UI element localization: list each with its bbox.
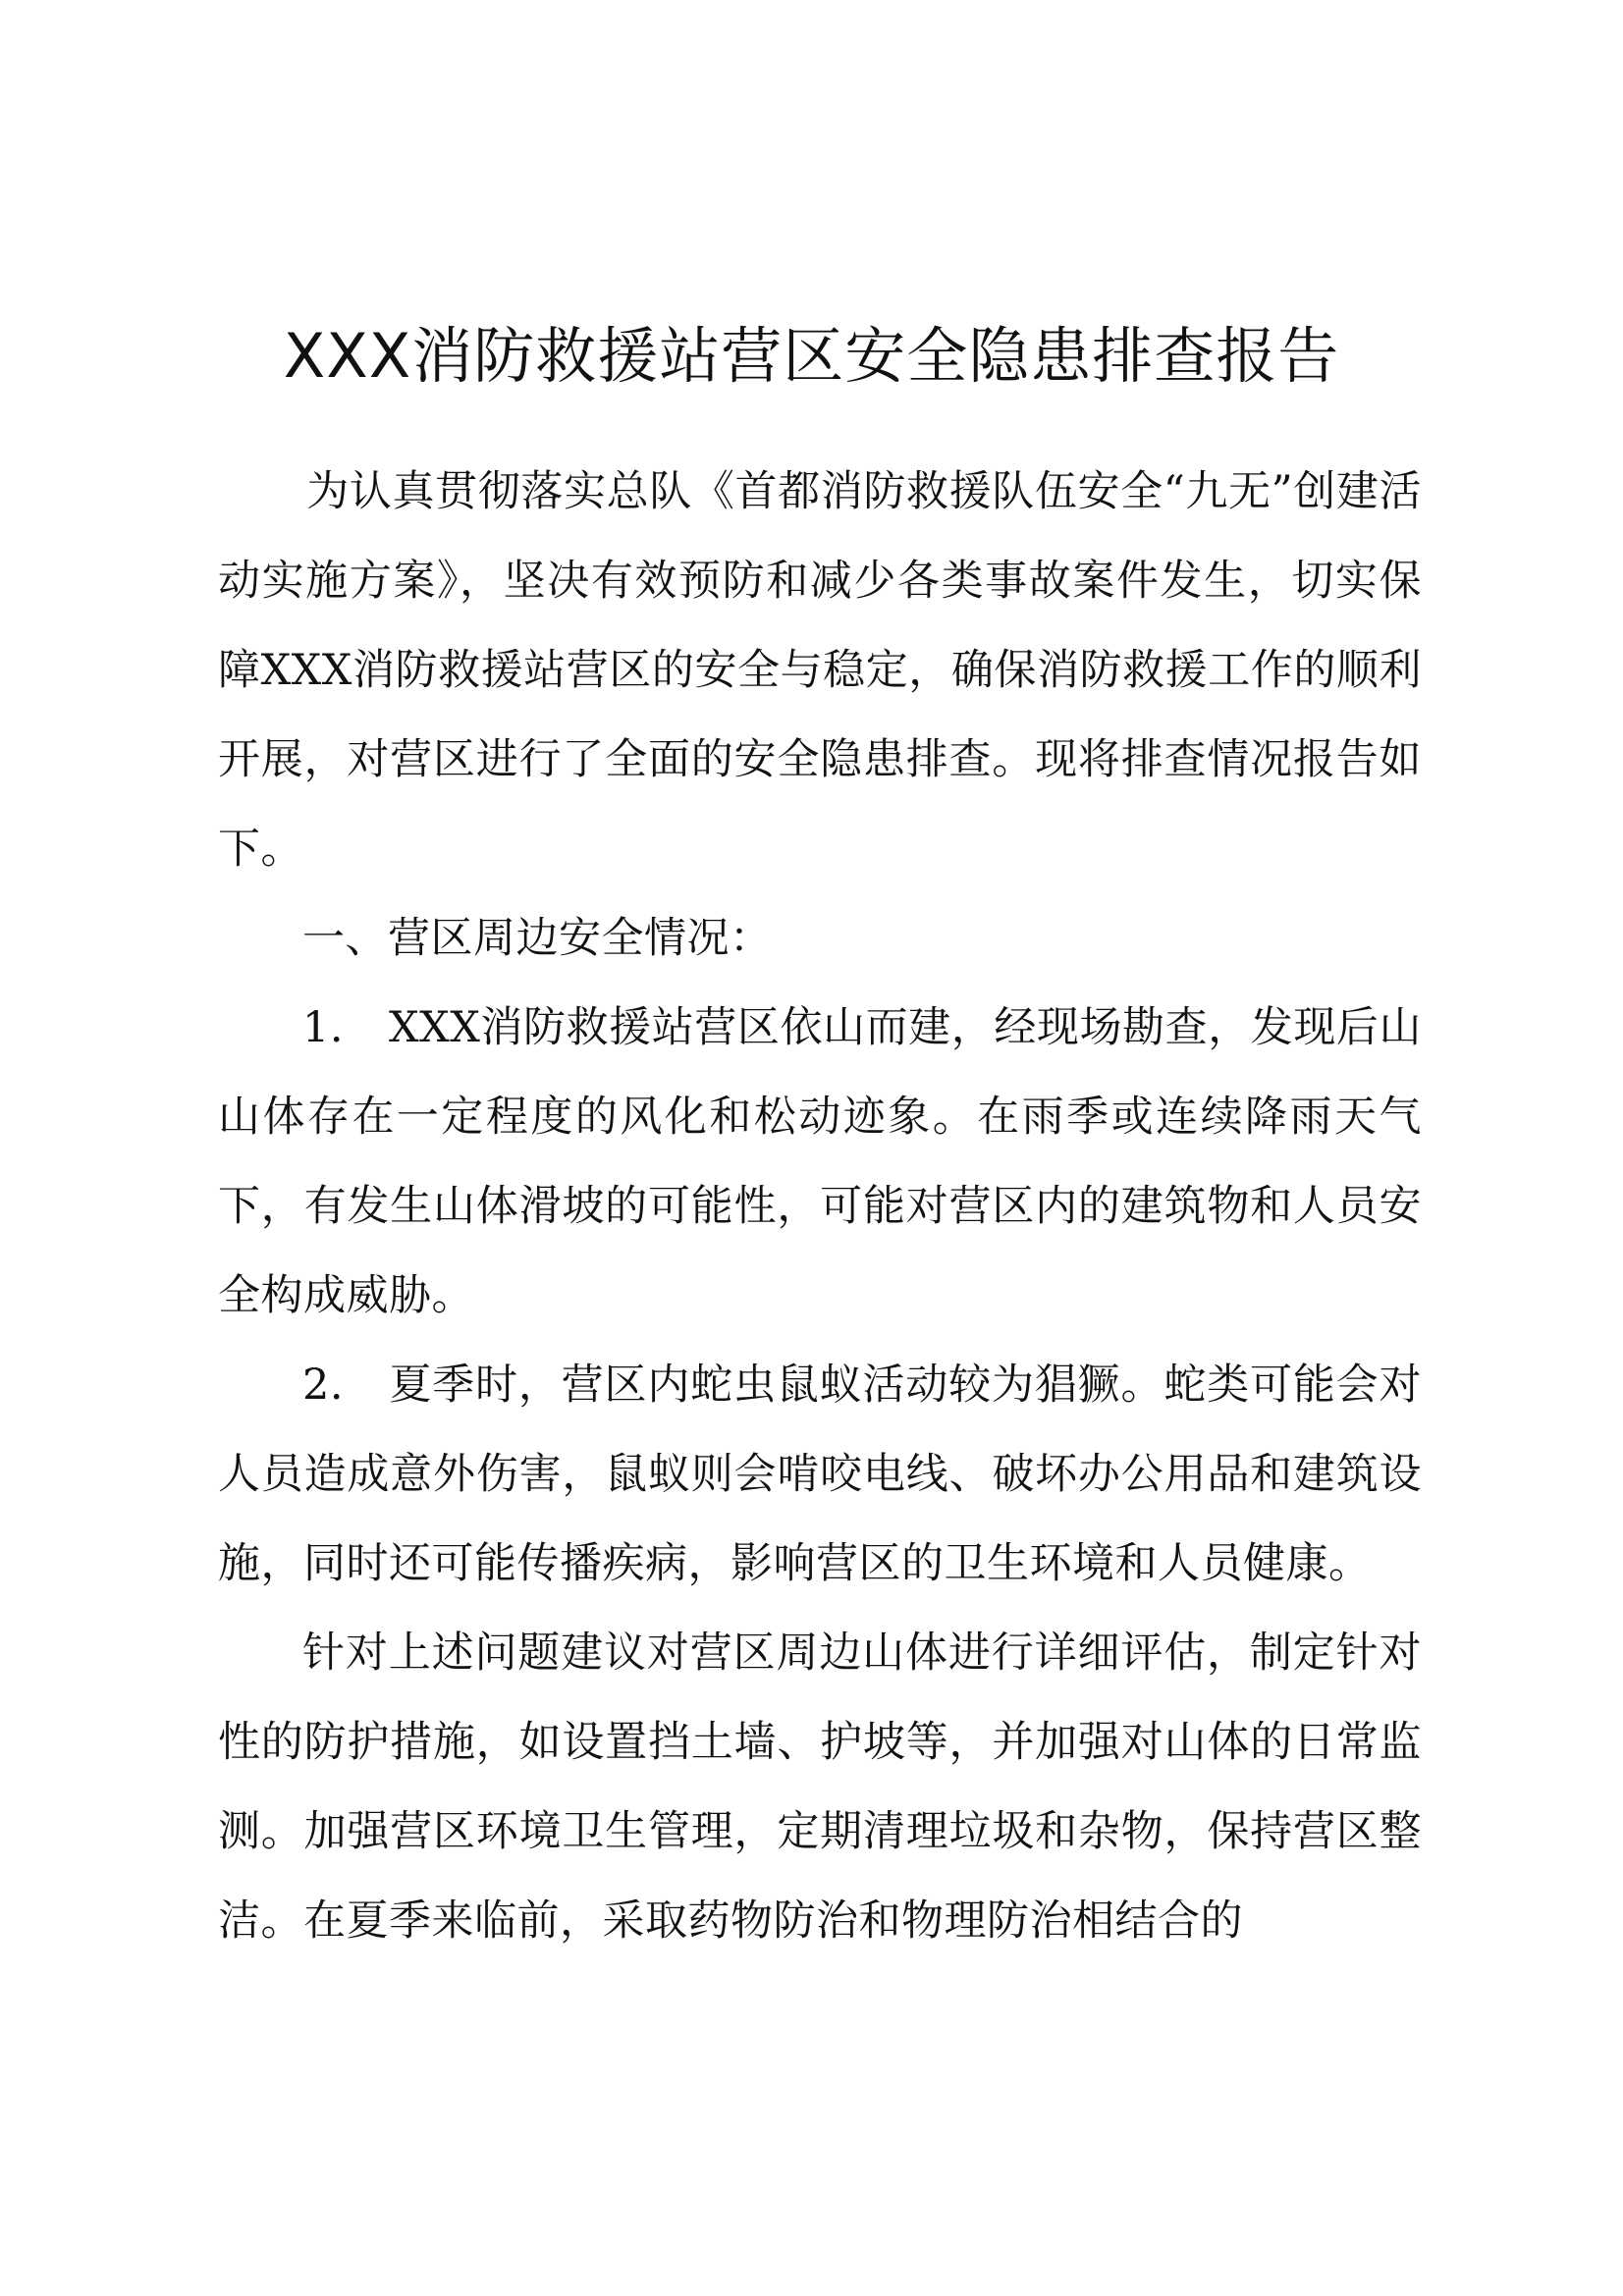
list-item-2 (218, 1341, 1422, 1609)
document-title: XXX消防救援站营区安全隐患排查报告 (283, 320, 1340, 392)
list-item-1-text: XXX消防救援站营区依山而建，经现场勘查，发现后山山体存在一定程度的风化和松动迹象。在雨季或连续降雨天气下，有发生山体滑坡的可能性，可能对营区内的建筑物和人员安全构成威胁。 (218, 1003, 1422, 1320)
recommendation-paragraph: 针对上述问题建议对营区周边山体进行详细评估，制定针对性的防护措施，如设置挡土墙、护坡等，并加强对山体的日常监测。加强营区环境卫生管理，定期清理垃圾和杂物，保持营区整洁。在夏季来临前，采取药物防治和物理防治相结合的 (218, 1629, 1422, 1946)
list-item-2-number: 2. (302, 1361, 345, 1410)
list-item-2-text: 夏季时，营区内蛇虫鼠蚁活动较为猖獗。蛇类可能会对人员造成意外伤害，鼠蚁则会啃咬电线、破坏办公用品和建筑设施，同时还可能传播疾病，影响营区的卫生环境和人员健康。 (218, 1361, 1422, 1588)
document-body (218, 448, 1422, 1966)
list-item-1 (218, 984, 1422, 1341)
section-heading: 一、营区周边安全情况： (302, 914, 773, 963)
intro-paragraph: 为认真贯彻落实总队《首都消防救援队伍安全“九无”创建活动实施方案》，坚决有效预防和减少各类事故案件发生，切实保障XXX消防救援站营区的安全与稳定，确保消防救援工作的顺利开展，对营区进行了全面的安全隐患排查。现将排查情况报告如下。 (218, 467, 1422, 874)
list-item-1-number: 1. (302, 1003, 345, 1052)
